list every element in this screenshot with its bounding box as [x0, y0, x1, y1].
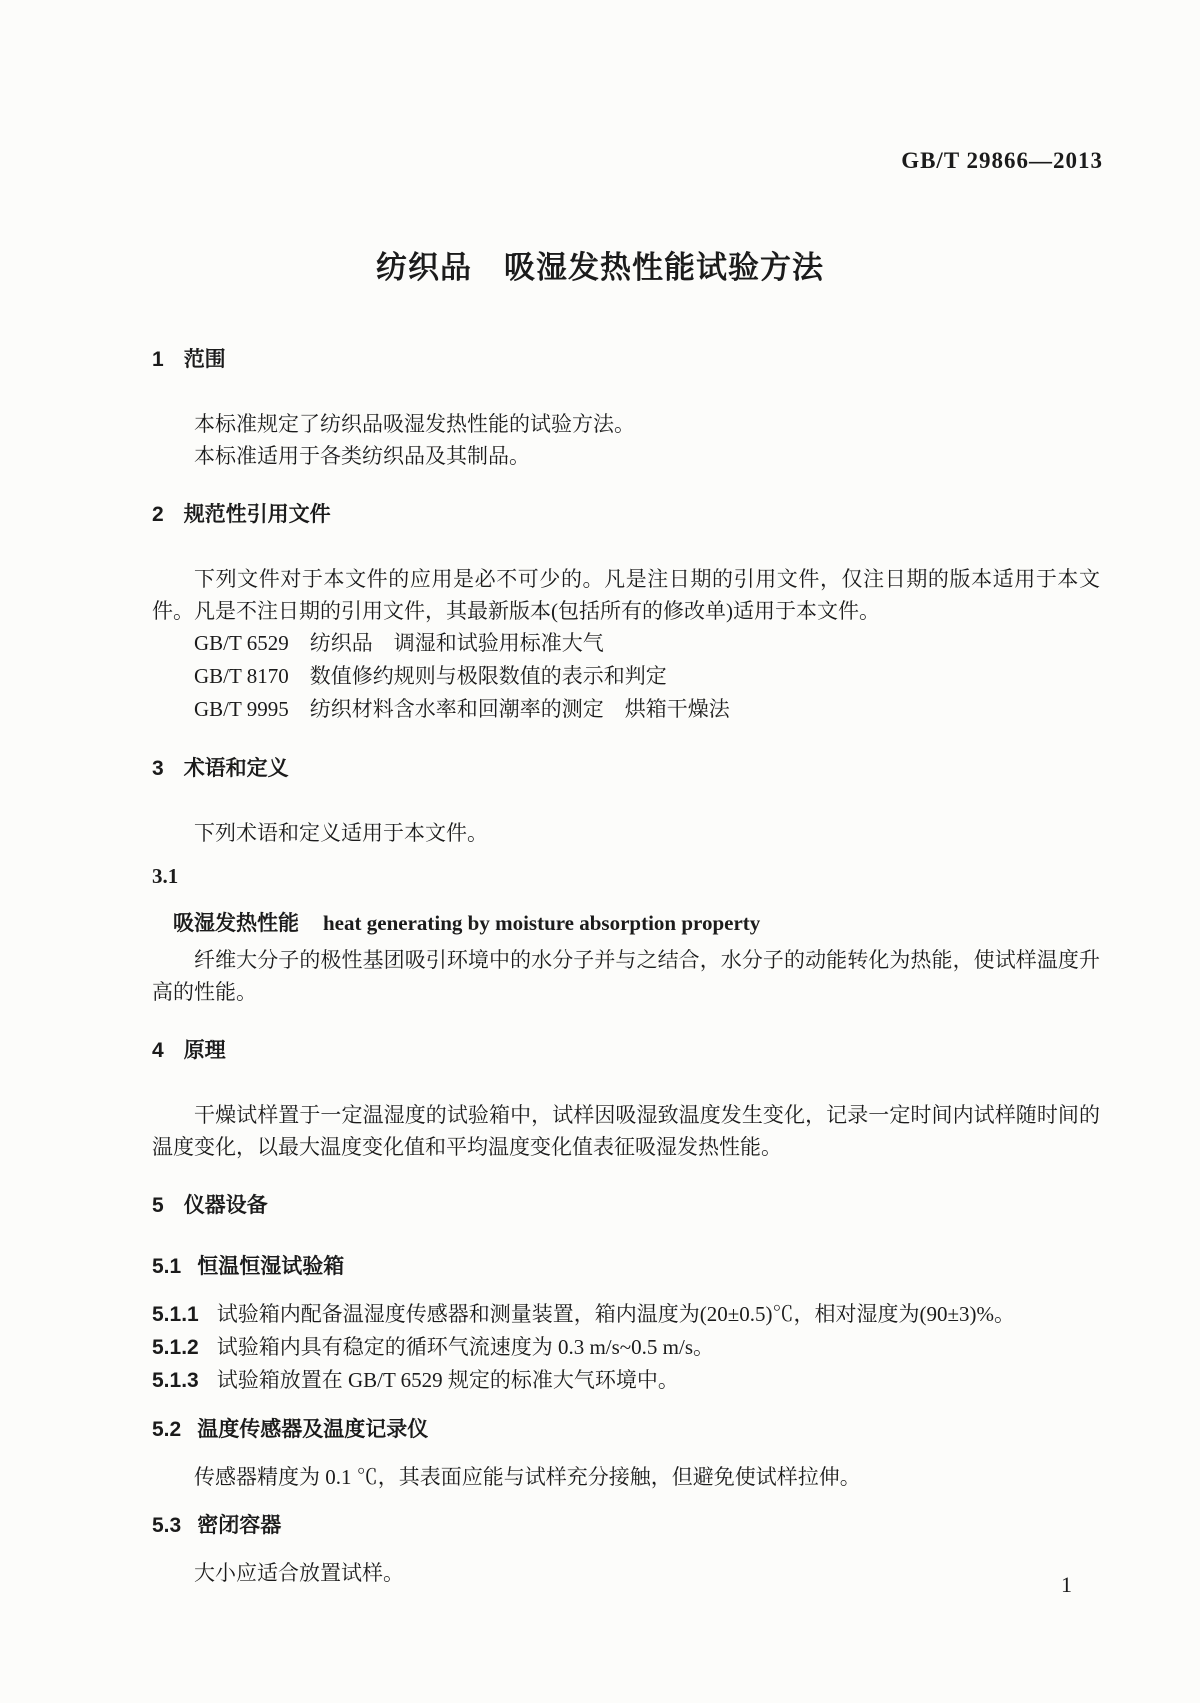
paragraph: 传感器精度为 0.1 ℃，其表面应能与试样充分接触，但避免使试样拉伸。 [194, 1465, 861, 1489]
section-heading [152, 347, 1100, 373]
reference-item: GB/T 8170 数值修约规则与极限数值的表示和判定 [194, 664, 667, 688]
section-heading [152, 1038, 1100, 1064]
term-chinese: 吸湿发热性能 [173, 912, 299, 935]
subsection-heading [152, 1417, 1100, 1443]
heading-number: 1 [152, 348, 164, 371]
paragraph: 纤维大分子的极性基团吸引环境中的水分子并与之结合，水分子的动能转化为热能，使试样温度升高的性能。 [152, 948, 1100, 1004]
clause-number: 5.1.1 [152, 1303, 199, 1326]
heading-text: 密闭容器 [197, 1514, 282, 1537]
heading-number: 5 [152, 1194, 164, 1217]
paragraph: 下列术语和定义适用于本文件。 [194, 821, 488, 845]
heading-number: 2 [152, 503, 164, 526]
term-english: heat generating by moisture absorption property [323, 911, 761, 935]
heading-number: 3 [152, 757, 164, 780]
paragraph: 大小应适合放置试样。 [194, 1561, 404, 1585]
numbered-clause [152, 1298, 1100, 1331]
paragraph: 本标准适用于各类纺织品及其制品。 [194, 444, 530, 468]
subsection-heading [152, 1513, 1100, 1539]
subclause-number: 3.1 [152, 864, 179, 888]
term-definition-line [152, 909, 1100, 938]
section-heading [152, 1193, 1100, 1219]
clause-number: 5.1.3 [152, 1369, 199, 1392]
paragraph: 干燥试样置于一定温湿度的试验箱中，试样因吸湿致温度发生变化，记录一定时间内试样随时间的温度变化，以最大温度变化值和平均温度变化值表征吸湿发热性能。 [152, 1103, 1100, 1159]
heading-text: 范围 [183, 348, 226, 371]
document-title: 纺织品 吸湿发热性能试验方法 [376, 250, 824, 285]
standard-code: GB/T 29866—2013 [901, 148, 1103, 173]
clause-text: 试验箱放置在 GB/T 6529 规定的标准大气环境中。 [216, 1368, 679, 1392]
heading-text: 仪器设备 [183, 1194, 268, 1217]
reference-item: GB/T 6529 纺织品 调湿和试验用标准大气 [194, 631, 604, 655]
paragraph: 本标准规定了纺织品吸湿发热性能的试验方法。 [194, 412, 635, 436]
document-body [152, 347, 1100, 1589]
clause-text: 试验箱内具有稳定的循环气流速度为 0.3 m/s~0.5 m/s。 [216, 1335, 715, 1359]
section-heading [152, 756, 1100, 782]
heading-text: 术语和定义 [183, 757, 289, 780]
clause-number: 5.1.2 [152, 1336, 199, 1359]
heading-number: 5.1 [152, 1255, 182, 1278]
paragraph: 下列文件对于本文件的应用是必不可少的。凡是注日期的引用文件，仅注日期的版本适用于本文件。凡是不注日期的引用文件，其最新版本(包括所有的修改单)适用于本文件。 [152, 567, 1100, 623]
heading-number: 4 [152, 1039, 164, 1062]
section-heading [152, 502, 1100, 528]
numbered-clause [152, 1331, 1100, 1364]
subsection-heading [152, 1254, 1100, 1280]
heading-number: 5.2 [152, 1418, 182, 1441]
clause-text: 试验箱内配备温湿度传感器和测量装置，箱内温度为(20±0.5)℃，相对湿度为(90±3)%。 [216, 1302, 1015, 1326]
heading-text: 原理 [183, 1039, 226, 1062]
heading-text: 规范性引用文件 [183, 503, 331, 526]
heading-text: 温度传感器及温度记录仪 [197, 1418, 429, 1441]
reference-item: GB/T 9995 纺织材料含水率和回潮率的测定 烘箱干燥法 [194, 697, 730, 721]
heading-text: 恒温恒湿试验箱 [197, 1255, 345, 1278]
heading-number: 5.3 [152, 1514, 182, 1537]
numbered-clause [152, 1364, 1100, 1397]
page-number: 1 [1061, 1572, 1072, 1597]
